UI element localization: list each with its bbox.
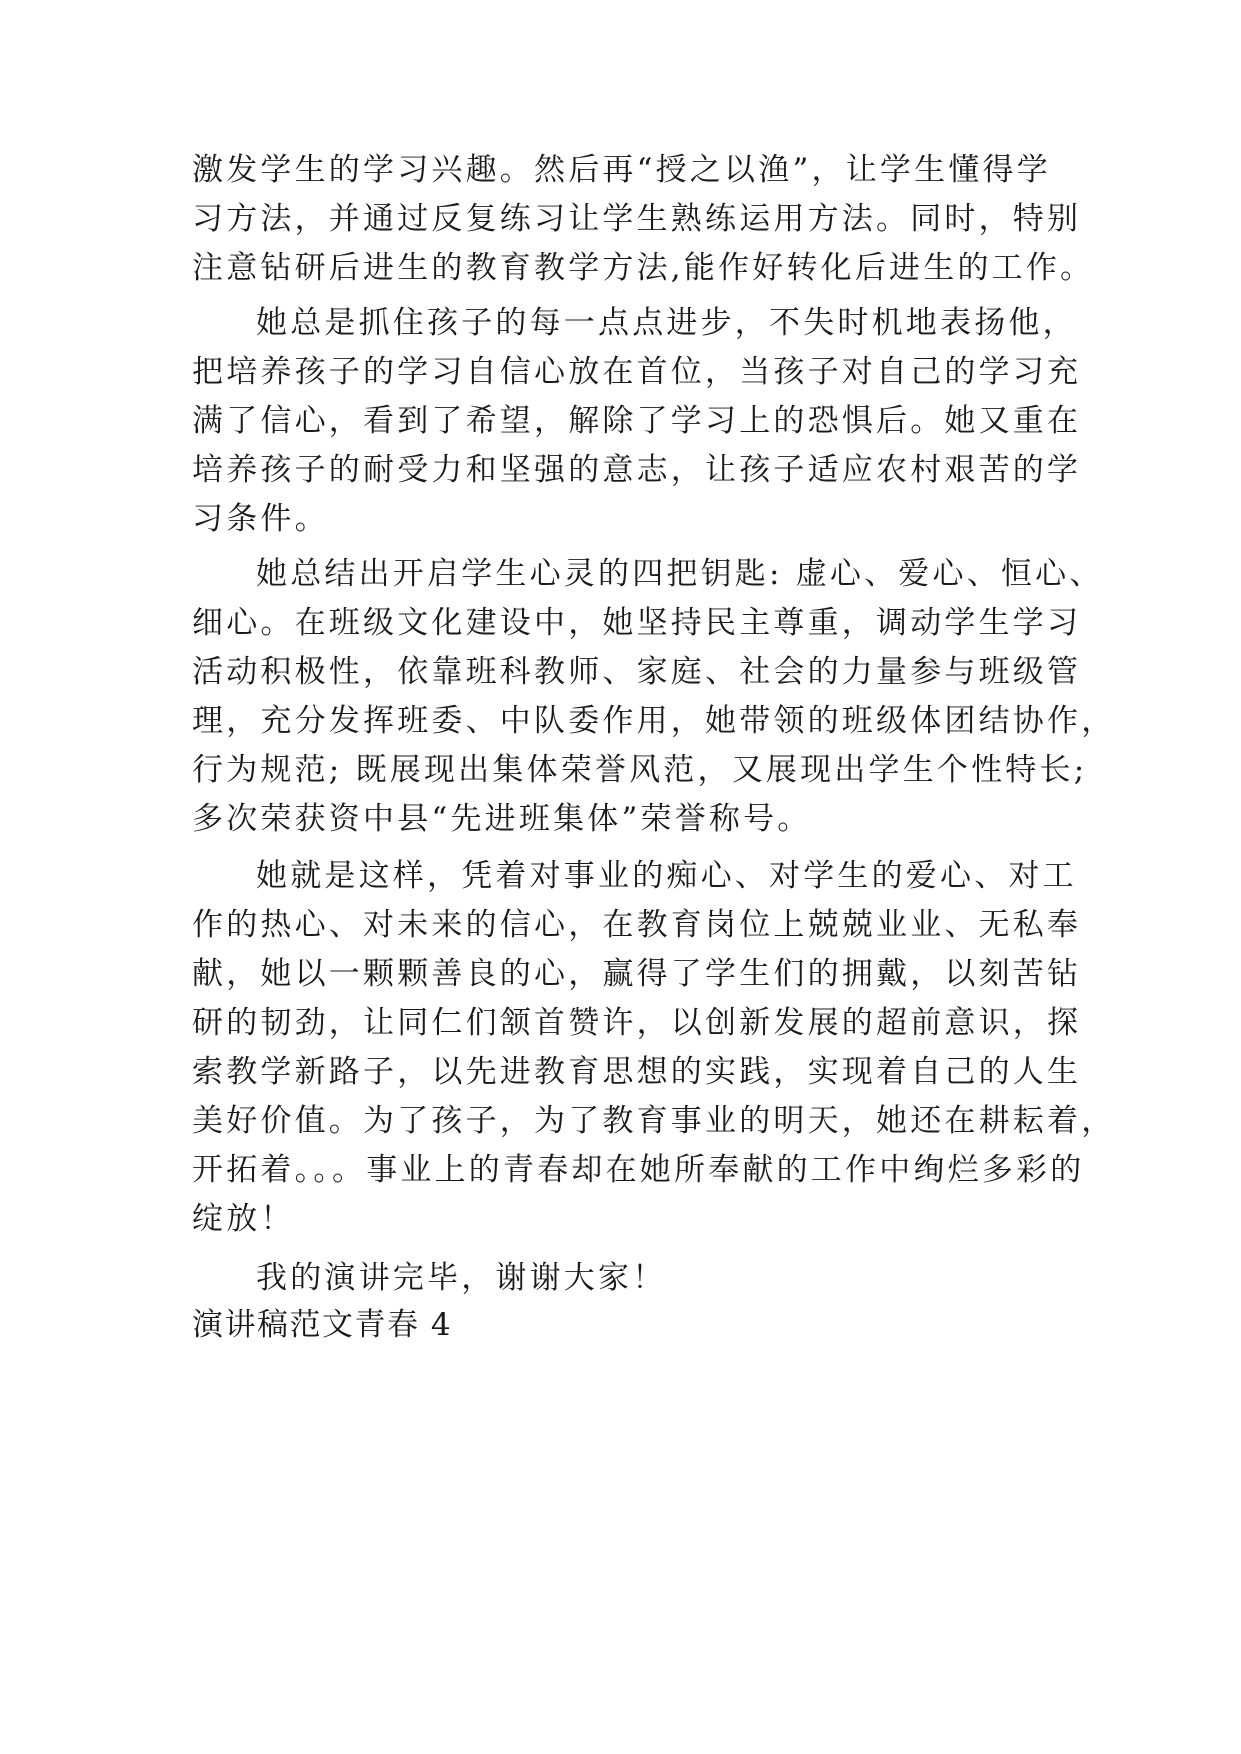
text-line: 注意钻研后进生的教育教学方法,能作好转化后进生的工作。 [192, 250, 1095, 286]
text-line: 理，充分发挥班委、中队委作用，她带领的班级体团结协作， [192, 703, 1116, 739]
text-line: 培养孩子的耐受力和坚强的意志，让孩子适应农村艰苦的学 [192, 452, 1082, 488]
text-line: 细心。在班级文化建设中，她坚持民主尊重，调动学生学习 [192, 605, 1082, 641]
text-line: 研的韧劲，让同仁们颔首赞许，以创新发展的超前意识，探 [192, 1005, 1082, 1041]
text-line: 绽放！ [192, 1201, 295, 1237]
text-line: 行为规范; 既展现出集体荣誉风范，又展现出学生个性特长; [192, 752, 1088, 788]
text-line: 开拓着。。。事业上的青春却在她所奉献的工作中绚烂多彩的 [192, 1152, 1085, 1188]
section-heading: 演讲稿范文青春 4 [192, 1307, 453, 1343]
text-line: 活动积极性，依靠班科教师、家庭、社会的力量参与班级管 [192, 654, 1082, 690]
text-line: 多次荣获资中县“先进班集体”荣誉称号。 [192, 801, 812, 837]
text-line: 索教学新路子，以先进教育思想的实践，实现着自己的人生 [192, 1054, 1082, 1090]
text-line: 习条件。 [192, 501, 329, 537]
text-line: 美好价值。为了孩子，为了教育事业的明天，她还在耕耘着， [192, 1103, 1116, 1139]
paragraph-first-line: 我的演讲完毕，谢谢大家！ [256, 1260, 667, 1296]
text-line: 满了信心，看到了希望，解除了学习上的恐惧后。她又重在 [192, 403, 1082, 439]
text-line: 习方法，并通过反复练习让学生熟练运用方法。同时，特别 [192, 201, 1082, 237]
text-line: 作的热心、对未来的信心，在教育岗位上兢兢业业、无私奉 [192, 907, 1082, 943]
text-line: 激发学生的学习兴趣。然后再“授之以渔”，让学生懂得学 [192, 152, 1051, 188]
text-line: 献，她以一颗颗善良的心，赢得了学生们的拥戴，以刻苦钻 [192, 956, 1082, 992]
paragraph-first-line: 她就是这样，凭着对事业的痴心、对学生的爱心、对工 [256, 858, 1077, 894]
paragraph-first-line: 她总是抓住孩子的每一点点进步，不失时机地表扬他， [256, 305, 1077, 341]
paragraph-first-line: 她总结出开启学生心灵的四把钥匙: 虚心、爱心、恒心、 [256, 556, 1104, 592]
text-line: 把培养孩子的学习自信心放在首位，当孩子对自己的学习充 [192, 354, 1082, 390]
